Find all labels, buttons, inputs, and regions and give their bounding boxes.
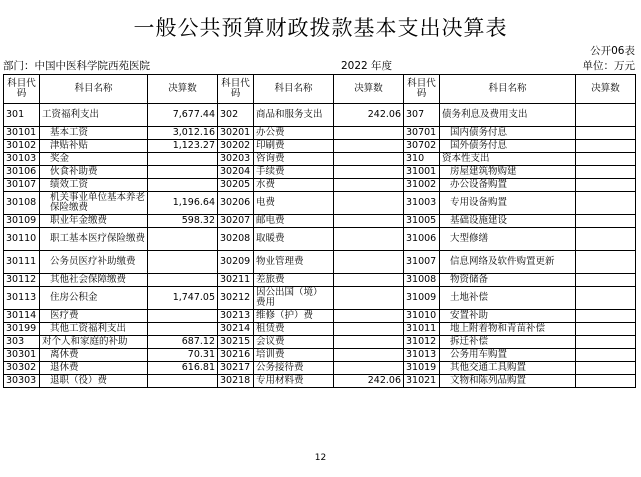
cell-amount-3 bbox=[576, 323, 636, 336]
table-row bbox=[4, 228, 636, 251]
table-row bbox=[4, 140, 636, 153]
cell-name-1: 住房公积金 bbox=[40, 287, 148, 310]
cell-code-1: 30113 bbox=[4, 287, 40, 310]
cell-amount-1: 3,012.16 bbox=[148, 127, 218, 140]
cell-code-3: 31008 bbox=[404, 274, 440, 287]
cell-name-3: 文物和陈列品购置 bbox=[440, 375, 576, 388]
cell-name-2: 手续费 bbox=[254, 166, 334, 179]
cell-amount-2 bbox=[334, 349, 404, 362]
cell-name-2: 邮电费 bbox=[254, 215, 334, 228]
cell-code-3: 31009 bbox=[404, 287, 440, 310]
cell-amount-1 bbox=[148, 274, 218, 287]
cell-amount-1: 1,196.64 bbox=[148, 192, 218, 215]
cell-code-1: 30301 bbox=[4, 349, 40, 362]
cell-name-3: 国外债务付息 bbox=[440, 140, 576, 153]
cell-amount-2 bbox=[334, 310, 404, 323]
cell-code-3: 31005 bbox=[404, 215, 440, 228]
cell-amount-3 bbox=[576, 310, 636, 323]
cell-code-1: 30114 bbox=[4, 310, 40, 323]
cell-code-2: 302 bbox=[218, 104, 254, 127]
cell-code-2: 30217 bbox=[218, 362, 254, 375]
cell-amount-1: 687.12 bbox=[148, 336, 218, 349]
cell-amount-1 bbox=[148, 166, 218, 179]
table-row bbox=[4, 153, 636, 166]
cell-code-2: 30202 bbox=[218, 140, 254, 153]
cell-amount-3 bbox=[576, 127, 636, 140]
table-row bbox=[4, 192, 636, 215]
cell-amount-1 bbox=[148, 228, 218, 251]
header-amount-1: 决算数 bbox=[148, 75, 218, 104]
cell-amount-1 bbox=[148, 153, 218, 166]
cell-amount-2 bbox=[334, 336, 404, 349]
table-row bbox=[4, 323, 636, 336]
cell-name-3: 房屋建筑物购建 bbox=[440, 166, 576, 179]
cell-name-3: 办公设备购置 bbox=[440, 179, 576, 192]
header-code-1: 科目代码 bbox=[4, 75, 40, 104]
cell-name-2: 办公费 bbox=[254, 127, 334, 140]
cell-code-2: 30215 bbox=[218, 336, 254, 349]
cell-amount-2 bbox=[334, 323, 404, 336]
cell-code-1: 30106 bbox=[4, 166, 40, 179]
cell-code-3: 31001 bbox=[404, 166, 440, 179]
cell-code-1: 301 bbox=[4, 104, 40, 127]
cell-code-2: 30208 bbox=[218, 228, 254, 251]
cell-amount-1: 598.32 bbox=[148, 215, 218, 228]
cell-code-1: 30109 bbox=[4, 215, 40, 228]
cell-name-2: 会议费 bbox=[254, 336, 334, 349]
cell-name-1: 公务员医疗补助缴费 bbox=[40, 251, 148, 274]
table-row bbox=[4, 127, 636, 140]
cell-code-3: 30702 bbox=[404, 140, 440, 153]
table-row bbox=[4, 287, 636, 310]
cell-name-1: 退职（役）费 bbox=[40, 375, 148, 388]
cell-code-3: 31010 bbox=[404, 310, 440, 323]
cell-name-1: 医疗费 bbox=[40, 310, 148, 323]
page-title: 一般公共预算财政拨款基本支出决算表 bbox=[133, 16, 508, 40]
cell-name-2: 咨询费 bbox=[254, 153, 334, 166]
cell-code-1: 30303 bbox=[4, 375, 40, 388]
cell-name-3: 地上附着物和青苗补偿 bbox=[440, 323, 576, 336]
cell-code-2: 30204 bbox=[218, 166, 254, 179]
cell-name-1: 其他社会保障缴费 bbox=[40, 274, 148, 287]
cell-code-3: 31007 bbox=[404, 251, 440, 274]
header-amount-3: 决算数 bbox=[576, 75, 636, 104]
cell-name-1: 职工基本医疗保险缴费 bbox=[40, 228, 148, 251]
cell-amount-1: 1,123.27 bbox=[148, 140, 218, 153]
cell-name-3: 拆迁补偿 bbox=[440, 336, 576, 349]
cell-name-2: 取暖费 bbox=[254, 228, 334, 251]
cell-name-2: 专用材料费 bbox=[254, 375, 334, 388]
expenditure-table bbox=[3, 74, 636, 388]
cell-name-2: 培训费 bbox=[254, 349, 334, 362]
cell-name-3: 土地补偿 bbox=[440, 287, 576, 310]
cell-amount-1 bbox=[148, 310, 218, 323]
table-row bbox=[4, 375, 636, 388]
table-row bbox=[4, 274, 636, 287]
cell-amount-2 bbox=[334, 127, 404, 140]
cell-name-3: 基础设施建设 bbox=[440, 215, 576, 228]
department-label: 部门：中国中医科学院西苑医院 bbox=[3, 60, 150, 72]
header-code-3: 科目代码 bbox=[404, 75, 440, 104]
cell-amount-3 bbox=[576, 287, 636, 310]
cell-name-2: 因公出国（境）费用 bbox=[254, 287, 334, 310]
cell-code-2: 30218 bbox=[218, 375, 254, 388]
cell-amount-1: 7,677.44 bbox=[148, 104, 218, 127]
cell-amount-2 bbox=[334, 215, 404, 228]
cell-name-1: 退休费 bbox=[40, 362, 148, 375]
cell-amount-3 bbox=[576, 349, 636, 362]
cell-amount-2: 242.06 bbox=[334, 375, 404, 388]
cell-amount-2 bbox=[334, 274, 404, 287]
meta-line bbox=[3, 58, 635, 72]
cell-name-3: 国内债务付息 bbox=[440, 127, 576, 140]
cell-amount-3 bbox=[576, 215, 636, 228]
cell-amount-3 bbox=[576, 166, 636, 179]
cell-code-1: 30103 bbox=[4, 153, 40, 166]
header-name-1: 科目名称 bbox=[40, 75, 148, 104]
table-row bbox=[4, 215, 636, 228]
table-row bbox=[4, 179, 636, 192]
cell-code-2: 30203 bbox=[218, 153, 254, 166]
cell-name-1: 职业年金缴费 bbox=[40, 215, 148, 228]
cell-code-1: 30108 bbox=[4, 192, 40, 215]
cell-amount-3 bbox=[576, 228, 636, 251]
cell-code-3: 31003 bbox=[404, 192, 440, 215]
cell-name-1: 工资福利支出 bbox=[40, 104, 148, 127]
document-number: 公开06表 bbox=[590, 45, 635, 57]
cell-code-3: 30701 bbox=[404, 127, 440, 140]
cell-code-2: 30206 bbox=[218, 192, 254, 215]
cell-code-1: 30110 bbox=[4, 228, 40, 251]
cell-amount-1: 70.31 bbox=[148, 349, 218, 362]
cell-amount-3 bbox=[576, 274, 636, 287]
cell-name-1: 机关事业单位基本养老保险缴费 bbox=[40, 192, 148, 215]
cell-amount-1 bbox=[148, 251, 218, 274]
cell-name-3: 资本性支出 bbox=[440, 153, 576, 166]
header-amount-2: 决算数 bbox=[334, 75, 404, 104]
cell-code-2: 30212 bbox=[218, 287, 254, 310]
cell-code-1: 30302 bbox=[4, 362, 40, 375]
cell-amount-1 bbox=[148, 323, 218, 336]
cell-code-1: 303 bbox=[4, 336, 40, 349]
cell-name-2: 维修（护）费 bbox=[254, 310, 334, 323]
table-header-row bbox=[4, 75, 636, 104]
cell-amount-3 bbox=[576, 153, 636, 166]
cell-amount-3 bbox=[576, 362, 636, 375]
cell-amount-2: 242.06 bbox=[334, 104, 404, 127]
cell-code-3: 31021 bbox=[404, 375, 440, 388]
cell-name-2: 商品和服务支出 bbox=[254, 104, 334, 127]
cell-code-3: 310 bbox=[404, 153, 440, 166]
cell-code-3: 31012 bbox=[404, 336, 440, 349]
cell-name-2: 电费 bbox=[254, 192, 334, 215]
cell-amount-3 bbox=[576, 140, 636, 153]
cell-code-3: 31011 bbox=[404, 323, 440, 336]
cell-amount-2 bbox=[334, 228, 404, 251]
cell-name-2: 物业管理费 bbox=[254, 251, 334, 274]
cell-name-2: 水费 bbox=[254, 179, 334, 192]
cell-code-1: 30111 bbox=[4, 251, 40, 274]
cell-amount-2 bbox=[334, 362, 404, 375]
table-row bbox=[4, 104, 636, 127]
cell-name-1: 离休费 bbox=[40, 349, 148, 362]
cell-amount-3 bbox=[576, 192, 636, 215]
cell-amount-1 bbox=[148, 375, 218, 388]
table-row bbox=[4, 349, 636, 362]
cell-name-2: 租赁费 bbox=[254, 323, 334, 336]
page-number: 12 bbox=[314, 453, 327, 463]
cell-name-3: 大型修缮 bbox=[440, 228, 576, 251]
cell-amount-3 bbox=[576, 104, 636, 127]
cell-amount-3 bbox=[576, 251, 636, 274]
cell-code-2: 30214 bbox=[218, 323, 254, 336]
cell-amount-3 bbox=[576, 375, 636, 388]
cell-code-2: 30209 bbox=[218, 251, 254, 274]
cell-name-2: 公务接待费 bbox=[254, 362, 334, 375]
cell-amount-1: 616.81 bbox=[148, 362, 218, 375]
table-row bbox=[4, 336, 636, 349]
cell-name-3: 专用设备购置 bbox=[440, 192, 576, 215]
fiscal-year: 2022 年度 bbox=[341, 60, 393, 72]
cell-code-1: 30112 bbox=[4, 274, 40, 287]
cell-name-3: 安置补助 bbox=[440, 310, 576, 323]
table-row bbox=[4, 362, 636, 375]
cell-name-2: 差旅费 bbox=[254, 274, 334, 287]
cell-amount-2 bbox=[334, 140, 404, 153]
cell-code-2: 30201 bbox=[218, 127, 254, 140]
cell-amount-2 bbox=[334, 287, 404, 310]
table-row bbox=[4, 251, 636, 274]
cell-amount-2 bbox=[334, 251, 404, 274]
cell-amount-2 bbox=[334, 192, 404, 215]
cell-amount-3 bbox=[576, 179, 636, 192]
cell-amount-2 bbox=[334, 179, 404, 192]
cell-name-1: 津贴补贴 bbox=[40, 140, 148, 153]
cell-name-3: 债务利息及费用支出 bbox=[440, 104, 576, 127]
table-row bbox=[4, 310, 636, 323]
cell-code-1: 30101 bbox=[4, 127, 40, 140]
unit-label: 单位：万元 bbox=[582, 60, 635, 72]
cell-code-2: 30207 bbox=[218, 215, 254, 228]
table-row bbox=[4, 166, 636, 179]
header-name-3: 科目名称 bbox=[440, 75, 576, 104]
cell-name-3: 其他交通工具购置 bbox=[440, 362, 576, 375]
cell-name-1: 伙食补助费 bbox=[40, 166, 148, 179]
cell-code-2: 30211 bbox=[218, 274, 254, 287]
cell-name-1: 奖金 bbox=[40, 153, 148, 166]
cell-amount-2 bbox=[334, 166, 404, 179]
cell-amount-1 bbox=[148, 179, 218, 192]
cell-name-1: 绩效工资 bbox=[40, 179, 148, 192]
cell-code-3: 31002 bbox=[404, 179, 440, 192]
cell-code-2: 30205 bbox=[218, 179, 254, 192]
cell-name-1: 对个人和家庭的补助 bbox=[40, 336, 148, 349]
cell-code-2: 30216 bbox=[218, 349, 254, 362]
cell-name-3: 物资储备 bbox=[440, 274, 576, 287]
cell-code-3: 31006 bbox=[404, 228, 440, 251]
cell-code-1: 30199 bbox=[4, 323, 40, 336]
cell-name-3: 信息网络及软件购置更新 bbox=[440, 251, 576, 274]
cell-name-1: 基本工资 bbox=[40, 127, 148, 140]
cell-amount-2 bbox=[334, 153, 404, 166]
cell-code-2: 30213 bbox=[218, 310, 254, 323]
cell-code-1: 30102 bbox=[4, 140, 40, 153]
cell-name-2: 印刷费 bbox=[254, 140, 334, 153]
header-name-2: 科目名称 bbox=[254, 75, 334, 104]
cell-code-3: 31019 bbox=[404, 362, 440, 375]
cell-name-1: 其他工资福利支出 bbox=[40, 323, 148, 336]
cell-amount-3 bbox=[576, 336, 636, 349]
cell-name-3: 公务用车购置 bbox=[440, 349, 576, 362]
header-code-2: 科目代码 bbox=[218, 75, 254, 104]
cell-code-3: 31013 bbox=[404, 349, 440, 362]
cell-code-3: 307 bbox=[404, 104, 440, 127]
cell-amount-1: 1,747.05 bbox=[148, 287, 218, 310]
cell-code-1: 30107 bbox=[4, 179, 40, 192]
